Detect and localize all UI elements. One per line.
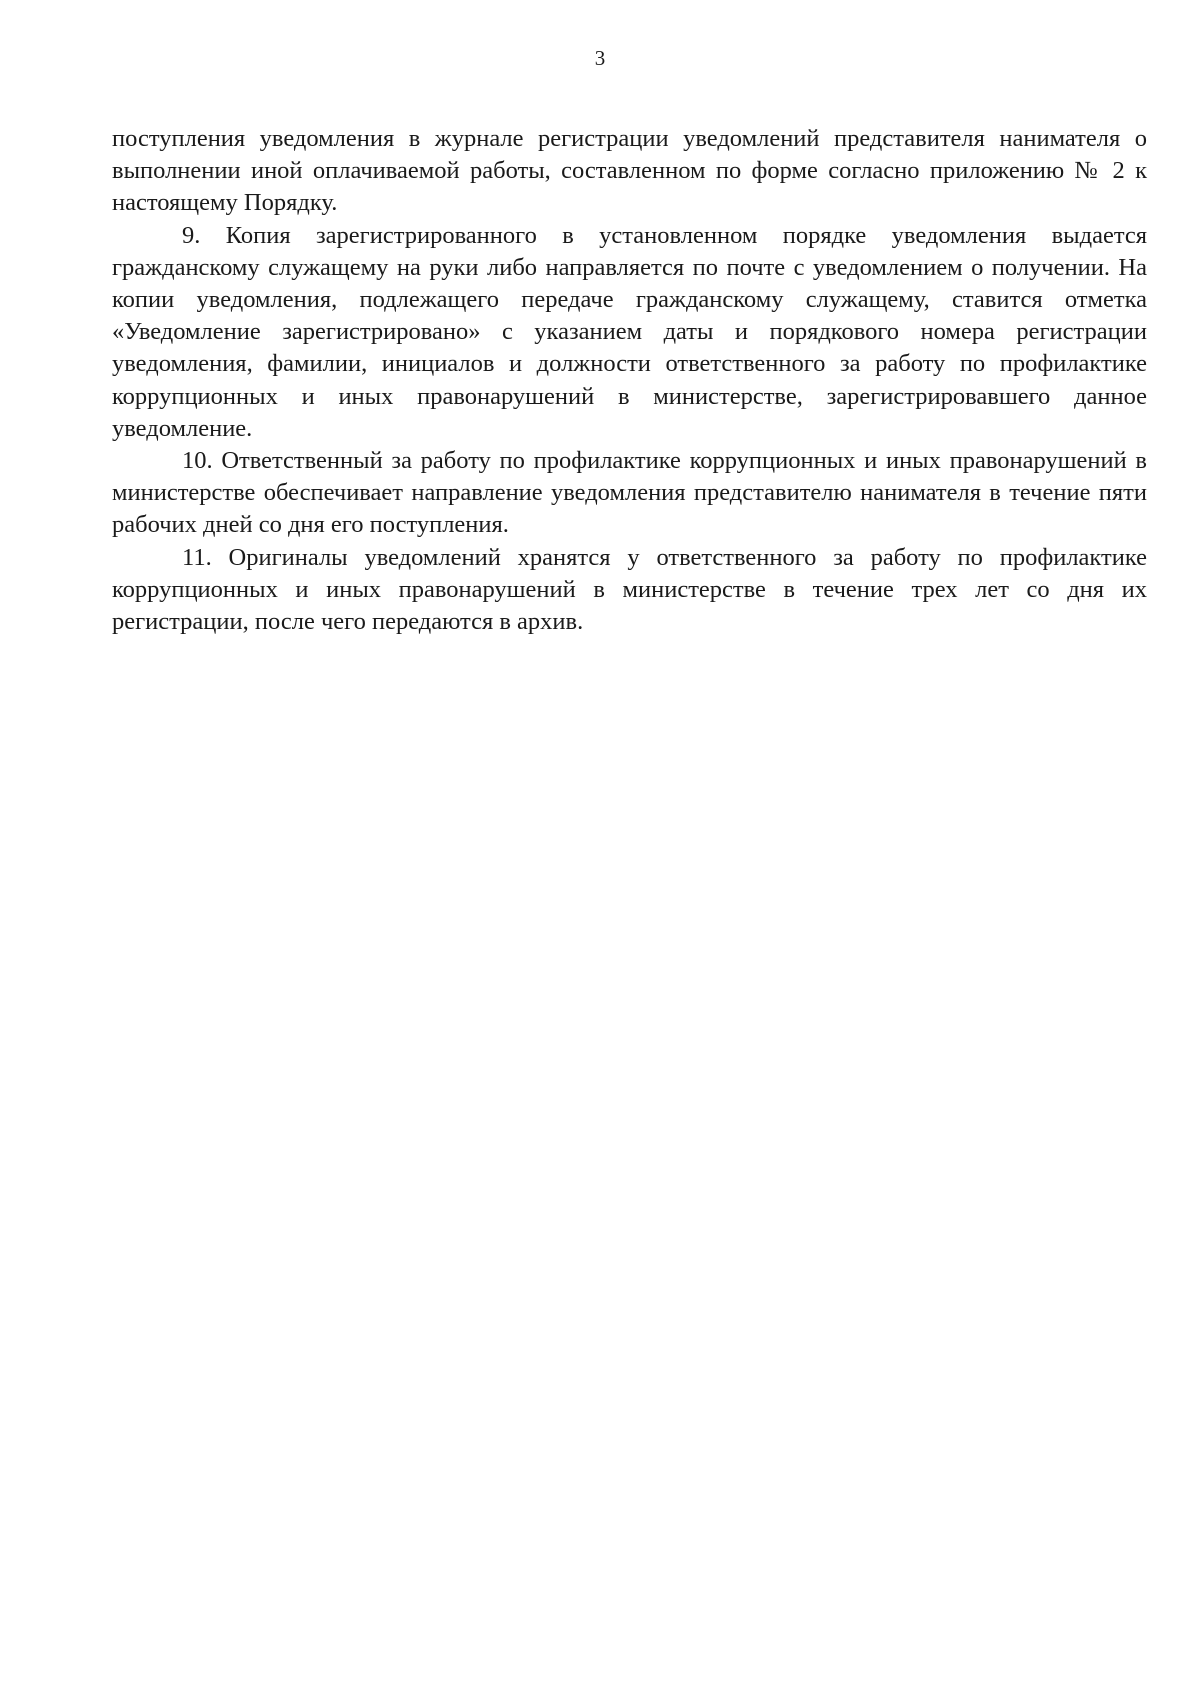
paragraph-continuation: поступления уведомления в журнале регистрации уведомлений представителя нанимателя о выполнении иной оплачиваемой работы, составленном по форме согласно приложению № 2 к настоящему Порядку. <box>112 125 1147 217</box>
document-body <box>112 123 1147 638</box>
paragraph-item-9: 9. Копия зарегистрированного в установленном порядке уведомления выдается гражданскому служащему на руки либо направляется по почте с уведомлением о получении. На копии уведомления, подлежащего передаче гражданскому служащему, ставится отметка «Уведомление зарегистрировано» с указанием даты и порядкового номера регистрации уведомления, фамилии, инициалов и должности ответственного за работу по профилактике коррупционных и иных правонарушений в министерстве, зарегистрировавшего данное уведомление. <box>112 221 1147 442</box>
paragraph-item-11: 11. Оригиналы уведомлений хранятся у ответственного за работу по профилактике коррупционных и иных правонарушений в министерстве в течение трех лет со дня их регистрации, после чего передаются в архив. <box>112 543 1147 636</box>
paragraph-item-10: 10. Ответственный за работу по профилактике коррупционных и иных правонарушений в министерстве обеспечивает направление уведомления представителю нанимателя в течение пяти рабочих дней со дня его поступления. <box>112 447 1147 539</box>
page-number: 3 <box>594 46 606 70</box>
